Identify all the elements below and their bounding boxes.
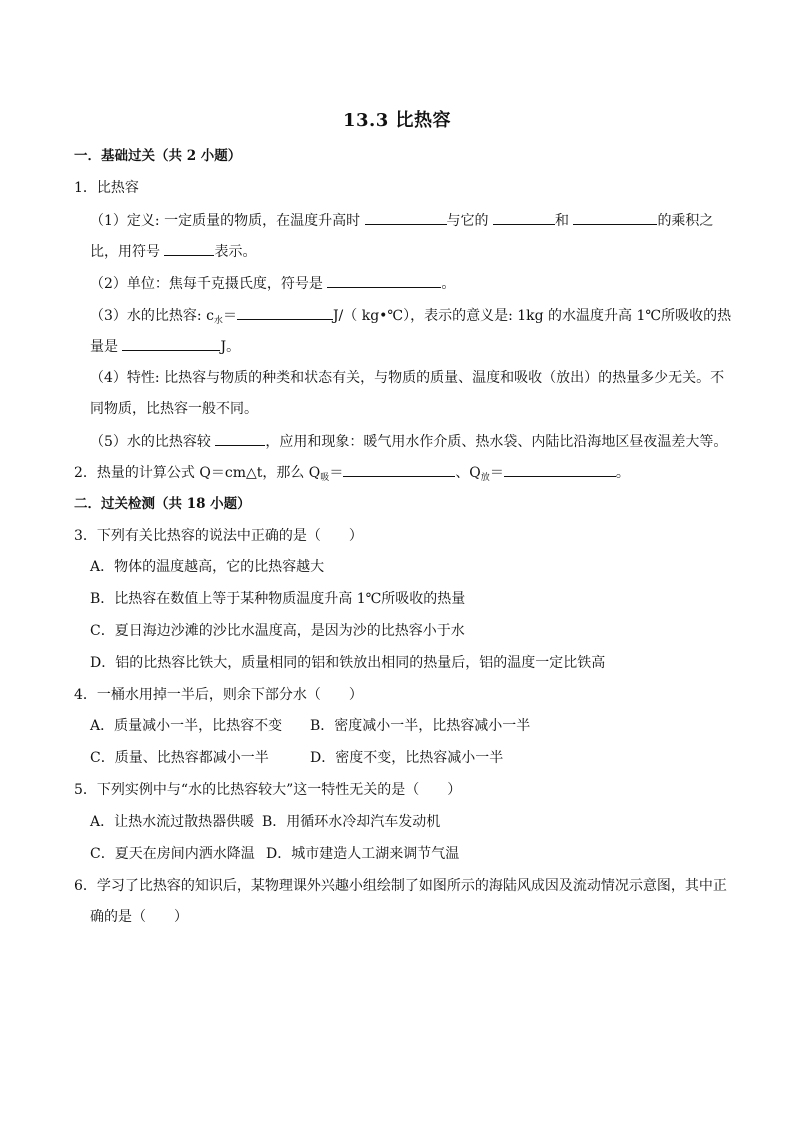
- q1-part1-line2: [90, 241, 256, 262]
- question-2: [74, 462, 630, 488]
- question-number: 1．: [74, 180, 97, 196]
- text: （2）单位：焦每千克摄氏度，符号是: [90, 276, 323, 292]
- answer-blank[interactable]: [365, 210, 447, 225]
- section-heading-check: 二．过关检测（共 18 小题）: [74, 496, 251, 512]
- q1-part2: [90, 273, 455, 294]
- text: （5）水的比热容较: [90, 434, 211, 450]
- q1-part3-line2: [90, 336, 240, 357]
- text: J。: [220, 339, 241, 355]
- question-3-stem: 3．下列有关比热容的说法中正确的是（ ）: [74, 528, 363, 544]
- text: 的乘积之: [657, 213, 714, 229]
- question-number: 2．: [74, 465, 97, 481]
- answer-blank[interactable]: [343, 462, 455, 477]
- q5-option-c[interactable]: C．夏天在房间内洒水降温: [90, 846, 255, 862]
- text: 和: [554, 213, 569, 229]
- question-text: 比热容: [96, 180, 139, 196]
- text: （1）定义: 一定质量的物质，在温度升高时: [90, 213, 361, 229]
- answer-blank[interactable]: [122, 336, 220, 351]
- q1-part4-line1: （4）特性: 比热容与物质的种类和状态有关，与物质的质量、温度和吸收（放出）的热量多少无关。不: [90, 370, 725, 386]
- q5-option-d[interactable]: D．城市建造人工湖来调节气温: [266, 846, 460, 862]
- text: ，应用和现象：暖气用水作介质、热水袋、内陆比沿海地区昼夜温差大等。: [265, 434, 728, 450]
- answer-blank[interactable]: [504, 462, 616, 477]
- text: ＝: [489, 465, 504, 481]
- answer-blank[interactable]: [164, 241, 214, 256]
- q3-option-c[interactable]: C．夏日海边沙滩的沙比水温度高，是因为沙的比热容小于水: [90, 623, 465, 639]
- question-4-stem: 4．一桶水用掉一半后，则余下部分水（ ）: [74, 687, 363, 703]
- question-1-heading: [74, 178, 139, 198]
- q5-option-a[interactable]: A．让热水流过散热器供暖: [90, 814, 255, 830]
- text: 表示。: [214, 244, 257, 260]
- q1-part5: [90, 431, 727, 452]
- text: 比，用符号: [90, 244, 160, 260]
- text: 。: [441, 276, 456, 292]
- q3-option-d[interactable]: D．铝的比热容比铁大，质量相同的铝和铁放出相同的热量后，铝的温度一定比铁高: [90, 655, 606, 671]
- q1-part4-line2: 同物质，比热容一般不同。: [90, 401, 258, 417]
- text: ＝: [329, 465, 344, 481]
- page-title: 13.3 比热容: [342, 110, 452, 131]
- q1-part1-line1: [90, 210, 713, 231]
- question-5-stem: 5．下列实例中与“水的比热容较大”这一特性无关的是（ ）: [74, 782, 462, 798]
- subscript: 放: [480, 473, 490, 483]
- text: ＝: [222, 308, 237, 324]
- q4-option-d[interactable]: D．密度不变，比热容减小一半: [310, 750, 504, 766]
- text: 。: [615, 465, 630, 481]
- q5-option-b[interactable]: B．用循环水冷却汽车发动机: [262, 814, 441, 830]
- q3-option-b[interactable]: B．比热容在数值上等于某种物质温度升高 1℃所吸收的热量: [90, 591, 466, 607]
- question-6-stem: 6．学习了比热容的知识后，某物理课外兴趣小组绘制了如图所示的海陆风成因及流动情况示意图，其中正: [74, 878, 727, 894]
- answer-blank[interactable]: [237, 305, 333, 320]
- answer-blank[interactable]: [215, 431, 265, 446]
- text: 、Q: [455, 465, 481, 481]
- subscript: 吸: [320, 473, 330, 483]
- text: 与它的: [446, 213, 489, 229]
- q3-option-a[interactable]: A．物体的温度越高，它的比热容越大: [90, 559, 325, 575]
- q4-option-a[interactable]: A．质量减小一半，比热容不变: [90, 718, 283, 734]
- answer-blank[interactable]: [327, 273, 441, 288]
- text: 热量的计算公式 Q＝cm△t，那么 Q: [96, 465, 321, 481]
- answer-blank[interactable]: [573, 210, 657, 225]
- answer-blank[interactable]: [493, 210, 555, 225]
- q4-option-c[interactable]: C．质量、比热容都减小一半: [90, 750, 269, 766]
- subscript: 水: [213, 316, 223, 326]
- text: （3）水的比热容: c: [90, 308, 214, 324]
- text: 量是: [90, 339, 118, 355]
- q4-option-b[interactable]: B．密度减小一半，比热容减小一半: [310, 718, 531, 734]
- section-heading-basic: 一．基础过关（共 2 小题）: [74, 148, 242, 164]
- text: J/（ kg•℃），表示的意义是: 1kg 的水温度升高 1℃所吸收的热: [332, 308, 732, 324]
- q1-part3-line1: [90, 305, 731, 331]
- question-6-stem-cont: 确的是（ ）: [90, 909, 188, 925]
